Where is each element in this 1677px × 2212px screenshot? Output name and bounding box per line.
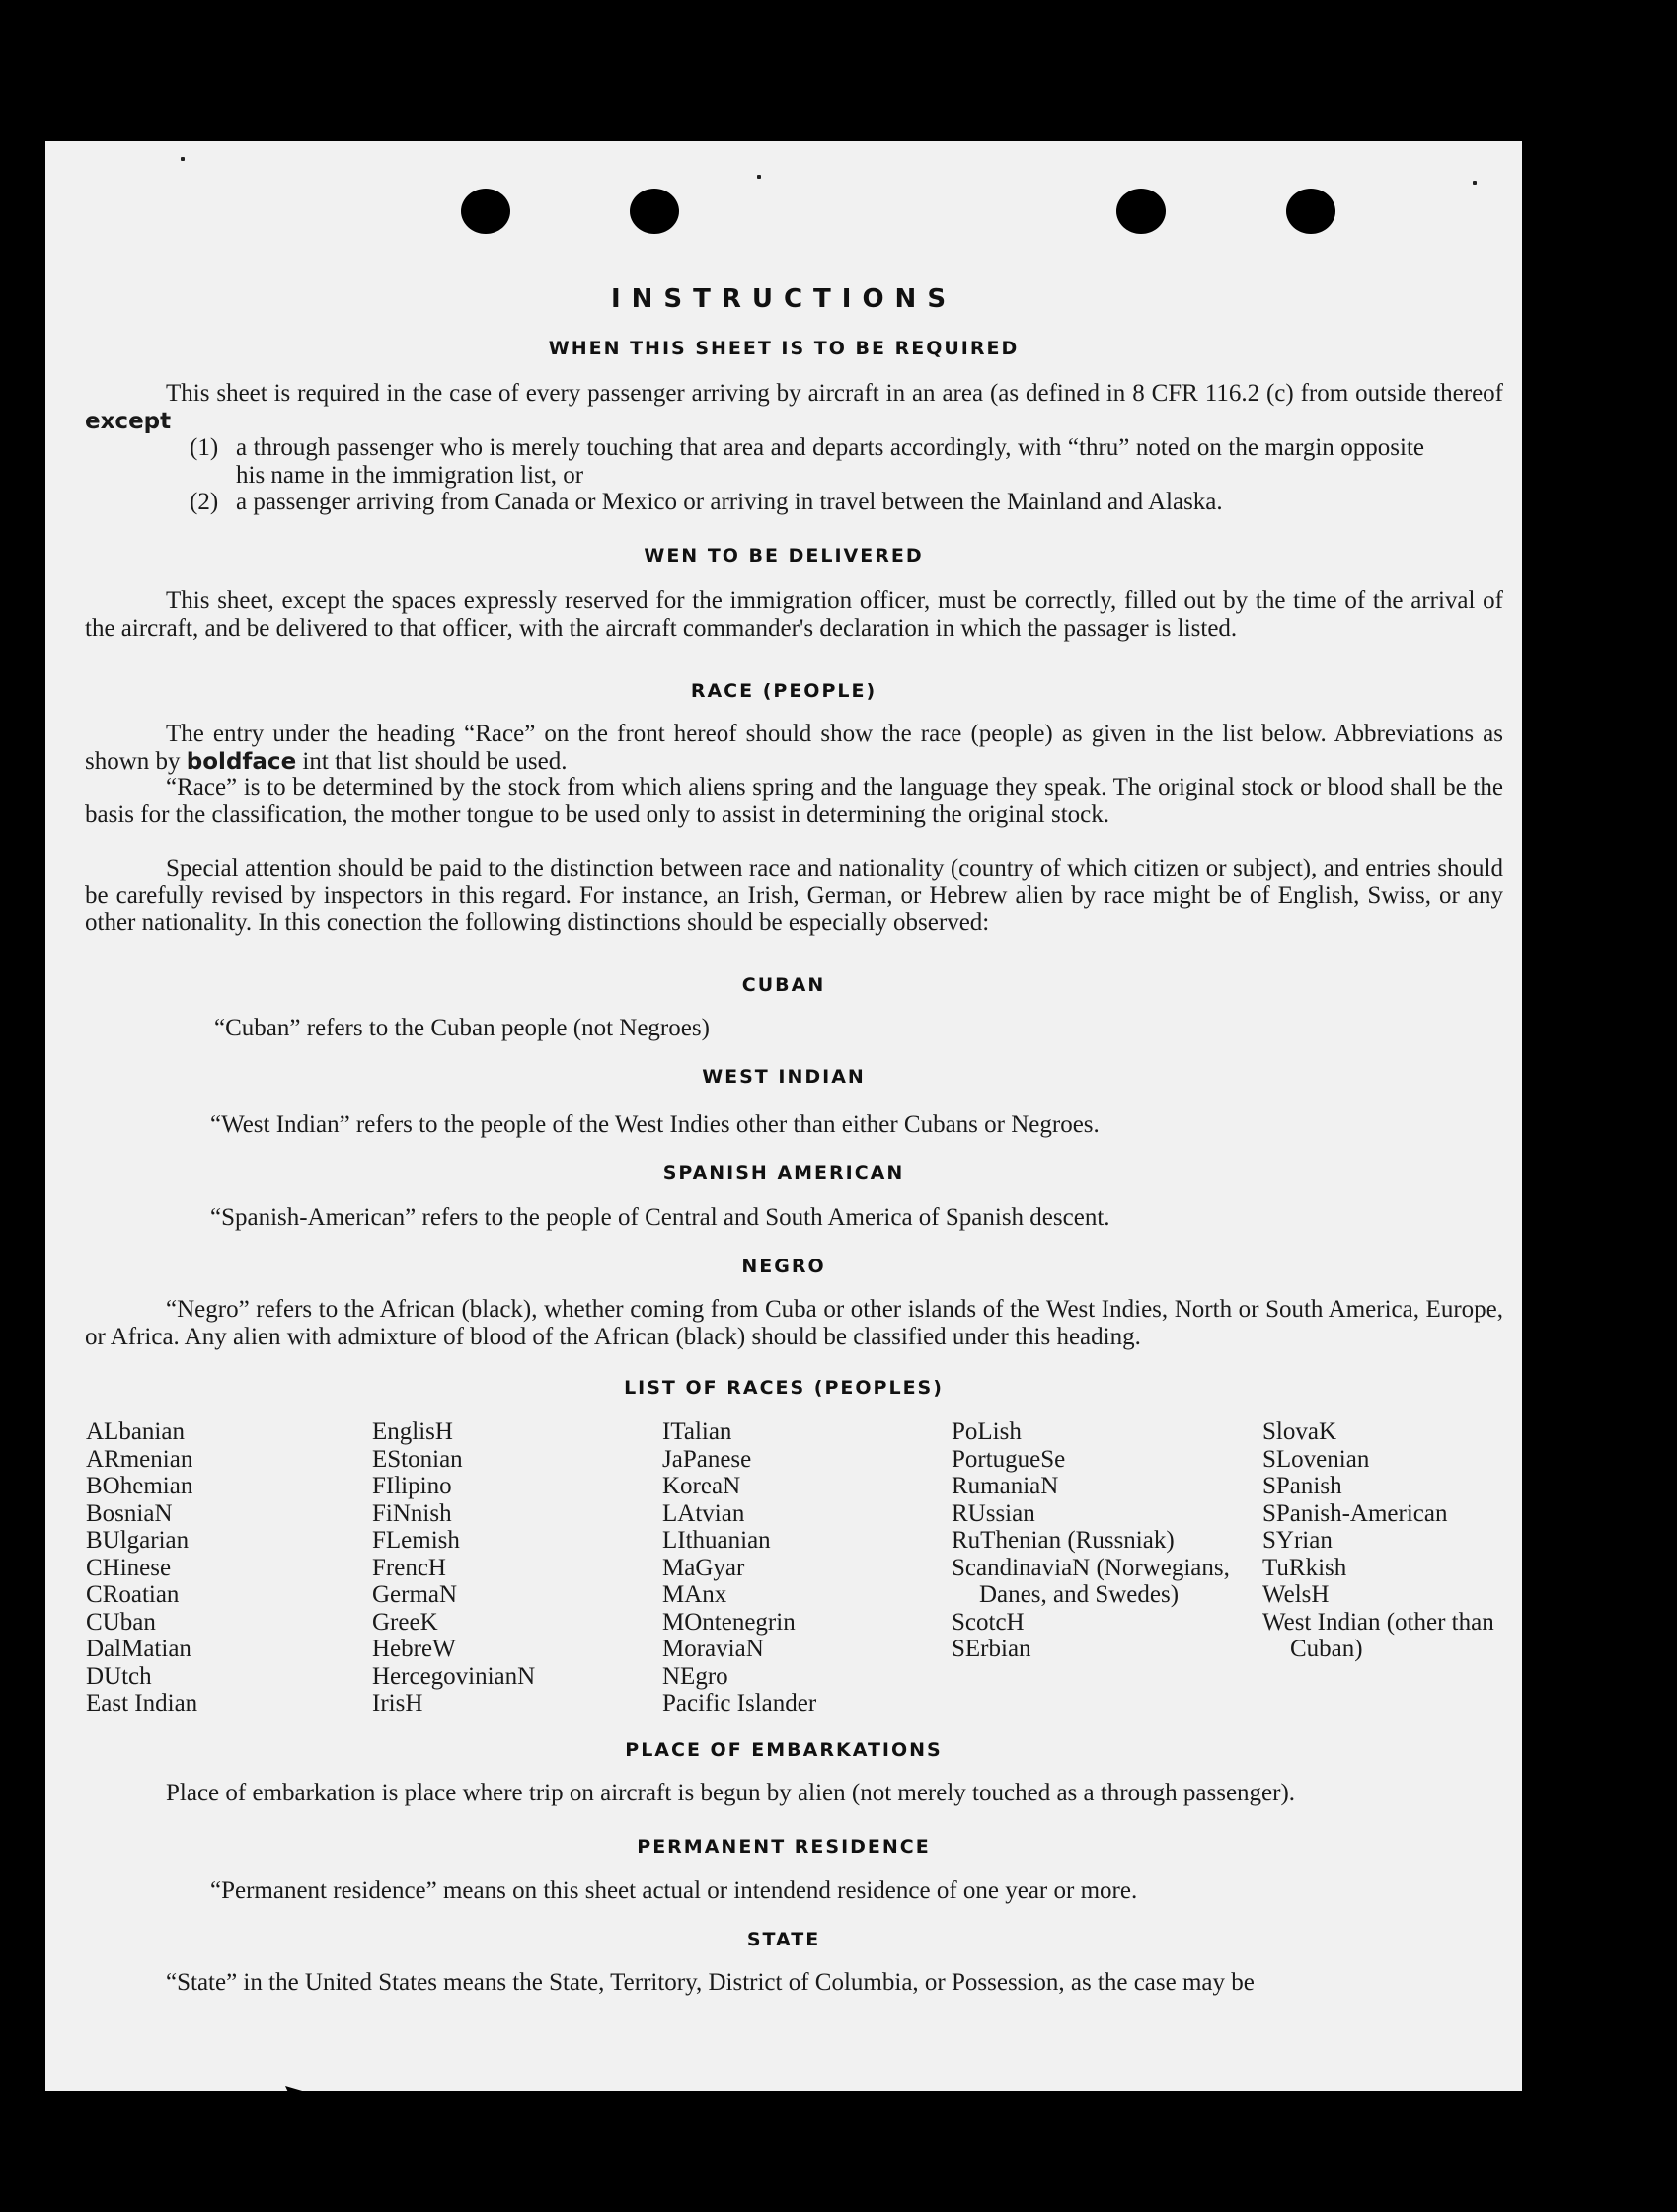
heading-state: STATE — [746, 1929, 821, 1950]
race-item: DalMatian — [86, 1636, 191, 1662]
race-item: RumaniaN — [952, 1473, 1059, 1499]
race-item: SPanish — [1262, 1473, 1342, 1499]
race-item: FIlipino — [372, 1473, 452, 1499]
race-item: BUlgarian — [86, 1527, 190, 1554]
race-item: JaPanese — [662, 1445, 752, 1473]
cuban-text: “Cuban” refers to the Cuban people (not Negroes) — [214, 1015, 710, 1041]
race-item: EnglisH — [372, 1418, 453, 1445]
required-item-1: (1) a through passenger who is merely touching that area and departs accordingly, with “thru” noted on the margin opposite his name in the immigration list, or — [190, 434, 1424, 489]
races-column-1 — [86, 1418, 347, 1717]
heading-spanish-american: SPANISH AMERICAN — [662, 1162, 905, 1183]
heading-race: RACE (PEOPLE) — [690, 680, 877, 702]
heading-delivered: WEN TO BE DELIVERED — [644, 545, 924, 567]
race-p3: Special attention should be paid to the distinction between race and nationality (country of which citizen or subject), and entries should be carefully revised by inspectors in this regard. For instance, an Irish, German, or Hebrew alien by race might be of English, Swiss, or any other nationality. In this conection the following distinctions should be especially observed: — [85, 855, 1503, 936]
races-column-5 — [1262, 1418, 1534, 1663]
race-item: GermaN — [372, 1581, 458, 1608]
race-item: KoreaN — [662, 1473, 741, 1499]
race-p2: “Race” is to be determined by the stock from which aliens spring and the language they speak. The original stock or blood shall be the basis for the classification, the mother tongue to be used only to assist in determining the original stock. — [85, 774, 1503, 828]
race-item: LIthuanian — [662, 1527, 771, 1554]
speck — [181, 157, 185, 161]
heading-west-indian: WEST INDIAN — [702, 1066, 866, 1088]
race-item: ScotcH — [952, 1608, 1025, 1636]
race-item: SYrian — [1262, 1527, 1333, 1554]
race-item: SPanish-American — [1262, 1499, 1448, 1527]
race-item: West Indian (other than Cuban) — [1262, 1608, 1494, 1662]
delivered-text: This sheet, except the spaces expressly reserved for the immigration officer, must be correctly, filled out by the time of the arrival of the aircraft, and be delivered to that officer, with the aircraft commander's declaration in which the passager is listed. — [85, 587, 1503, 642]
residence-text: “Permanent residence” means on this sheet actual or intendend residence of one year or more. — [210, 1877, 1138, 1904]
heading-cuban: CUBAN — [741, 974, 826, 996]
race-item: RuThenian (Russniak) — [952, 1527, 1175, 1554]
races-column-4 — [952, 1418, 1248, 1663]
speck — [1473, 181, 1477, 185]
west-indian-text: “West Indian” refers to the people of the West Indies other than either Cubans or Negroes. — [210, 1111, 1100, 1138]
embarkation-text: Place of embarkation is place where trip on aircraft is begun by alien (not merely touched as a through passenger). — [166, 1780, 1296, 1806]
heading-required: WHEN THIS SHEET IS TO BE REQUIRED — [548, 338, 1020, 359]
punch-hole — [1286, 189, 1335, 234]
race-item: FLemish — [372, 1527, 460, 1554]
race-item: IrisH — [372, 1690, 423, 1716]
race-item: FrencH — [372, 1554, 446, 1581]
race-item: ScandinaviaN (Norwegians, Danes, and Swedes) — [952, 1554, 1230, 1608]
race-item: ARmenian — [86, 1445, 193, 1473]
race-item: HercegovinianN — [372, 1662, 536, 1690]
race-item: RUssian — [952, 1499, 1035, 1527]
race-item: ALbanian — [86, 1418, 185, 1445]
race-item: EStonian — [372, 1445, 463, 1473]
heading-permanent-residence: PERMANENT RESIDENCE — [637, 1836, 931, 1858]
race-item: MaGyar — [662, 1554, 745, 1581]
required-item-2: (2) a passenger arriving from Canada or Mexico or arriving in travel between the Mainland and Alaska. — [190, 489, 1223, 515]
race-item: TuRkish — [1262, 1554, 1347, 1581]
heading-negro: NEGRO — [741, 1256, 826, 1277]
heading-races-list: LIST OF RACES (PEOPLES) — [624, 1377, 944, 1399]
heading-embarkation: PLACE OF EMBARKATIONS — [625, 1739, 943, 1761]
punch-hole — [630, 189, 679, 234]
page-title: INSTRUCTIONS — [610, 284, 957, 314]
race-item: ITalian — [662, 1418, 732, 1445]
torn-edge — [285, 2086, 329, 2091]
race-item: SLovenian — [1262, 1445, 1370, 1473]
race-item: BosniaN — [86, 1499, 173, 1527]
race-item: PortugueSe — [952, 1445, 1066, 1473]
speck — [757, 175, 761, 179]
race-item: NEgro — [662, 1662, 728, 1690]
race-item: SErbian — [952, 1636, 1031, 1662]
required-intro: This sheet is required in the case of every passenger arriving by aircraft in an area (as defined in 8 CFR 116.2 (c) from outside thereof except — [85, 380, 1503, 434]
race-p1: The entry under the heading “Race” on the front hereof should show the race (people) as given in the list below. Abbreviations as shown by boldface int that list should be used. — [85, 721, 1503, 775]
spanish-american-text: “Spanish-American” refers to the people of Central and South America of Spanish descent. — [210, 1204, 1110, 1231]
race-item: BOhemian — [86, 1473, 193, 1499]
race-item: East Indian — [86, 1690, 198, 1716]
race-item: CHinese — [86, 1554, 172, 1581]
race-item: CRoatian — [86, 1581, 180, 1608]
negro-text: “Negro” refers to the African (black), whether coming from Cuba or other islands of the West Indies, North or South America, Europe, or Africa. Any alien with admixture of blood of the African (black) should be classified under this heading. — [85, 1296, 1503, 1350]
race-item: MoraviaN — [662, 1636, 764, 1662]
race-item: MOntenegrin — [662, 1608, 796, 1636]
race-item: LAtvian — [662, 1499, 745, 1527]
state-text: “State” in the United States means the State, Territory, District of Columbia, or Possession, as the case may be — [166, 1969, 1255, 1996]
race-item: GreeK — [372, 1608, 438, 1636]
race-item: SlovaK — [1262, 1418, 1336, 1445]
race-item: PoLish — [952, 1418, 1022, 1445]
race-item: Pacific Islander — [662, 1690, 817, 1716]
race-item: DUtch — [86, 1662, 152, 1690]
races-column-3 — [662, 1418, 929, 1717]
punch-hole — [1116, 189, 1166, 234]
race-item: FiNnish — [372, 1499, 452, 1527]
race-item: WelsH — [1262, 1581, 1330, 1608]
race-item: CUban — [86, 1608, 156, 1636]
race-item: MAnx — [662, 1581, 727, 1608]
race-item: HebreW — [372, 1636, 456, 1662]
punch-hole — [461, 189, 510, 234]
races-column-2 — [372, 1418, 634, 1717]
